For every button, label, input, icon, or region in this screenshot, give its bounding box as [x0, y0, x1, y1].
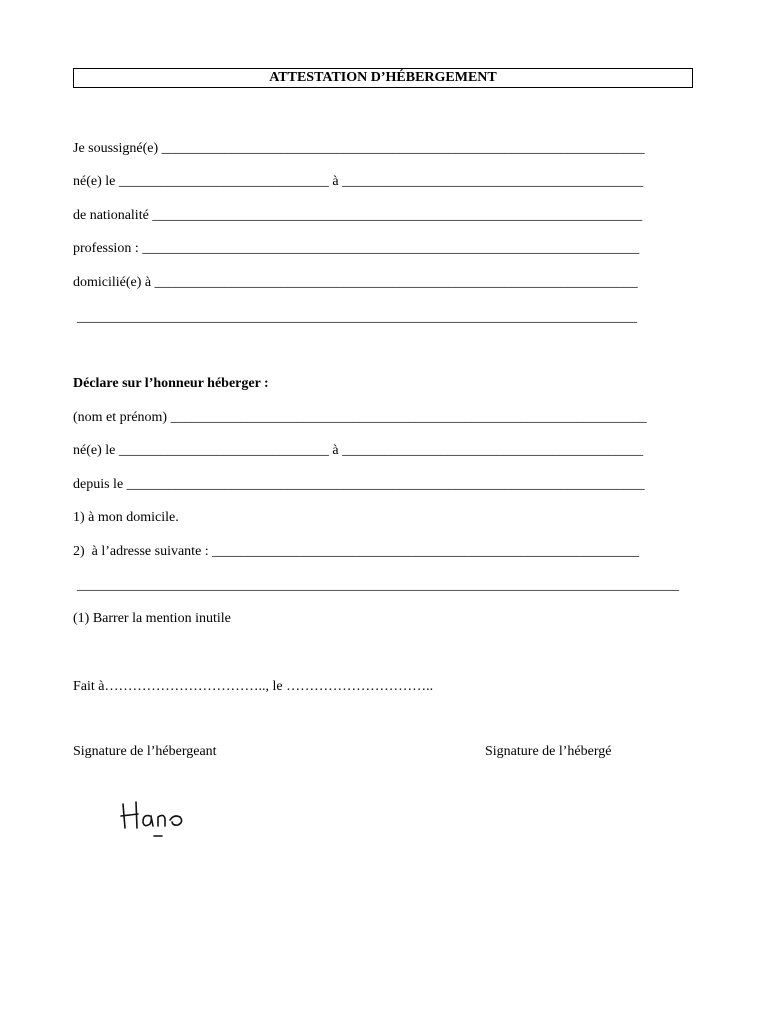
host-address-field[interactable]: domicilié(e) à _____________________________________________________________________: [73, 275, 638, 290]
host-soussigne-field[interactable]: Je soussigné(e) _____________________________________________________________________: [73, 141, 645, 156]
place-date-field[interactable]: Fait à…………………………….., le …………………………..: [73, 679, 434, 694]
footnote: (1) Barrer la mention inutile: [73, 611, 231, 626]
host-nationality-field[interactable]: de nationalité ______________________________________________________________________: [73, 208, 643, 223]
host-profession-field[interactable]: profession : _______________________________________________________________________: [73, 241, 640, 256]
signature-label-hebergeant: Signature de l’hébergeant: [73, 744, 217, 759]
host-address-continuation[interactable]: ________________________________________________________________________________: [77, 310, 637, 325]
handwritten-signature: [118, 798, 198, 843]
declaration-heading: Déclare sur l’honneur héberger :: [73, 376, 269, 391]
document-title: ATTESTATION D’HÉBERGEMENT: [73, 68, 693, 88]
host-birth-field[interactable]: né(e) le ______________________________ à ___________________________________________: [73, 174, 644, 189]
option-address-field[interactable]: 2) à l’adresse suivante : _____________________________________________________________: [73, 544, 640, 559]
guest-birth-field[interactable]: né(e) le ______________________________ à ___________________________________________: [73, 443, 644, 458]
guest-name-field[interactable]: (nom et prénom) ____________________________________________________________________: [73, 410, 647, 425]
option-domicile: 1) à mon domicile.: [73, 510, 179, 525]
guest-since-field[interactable]: depuis le __________________________________________________________________________: [73, 477, 645, 492]
signature-label-heberge: Signature de l’hébergé: [485, 744, 612, 759]
option-address-continuation[interactable]: ______________________________________________________________________________________: [77, 578, 679, 593]
